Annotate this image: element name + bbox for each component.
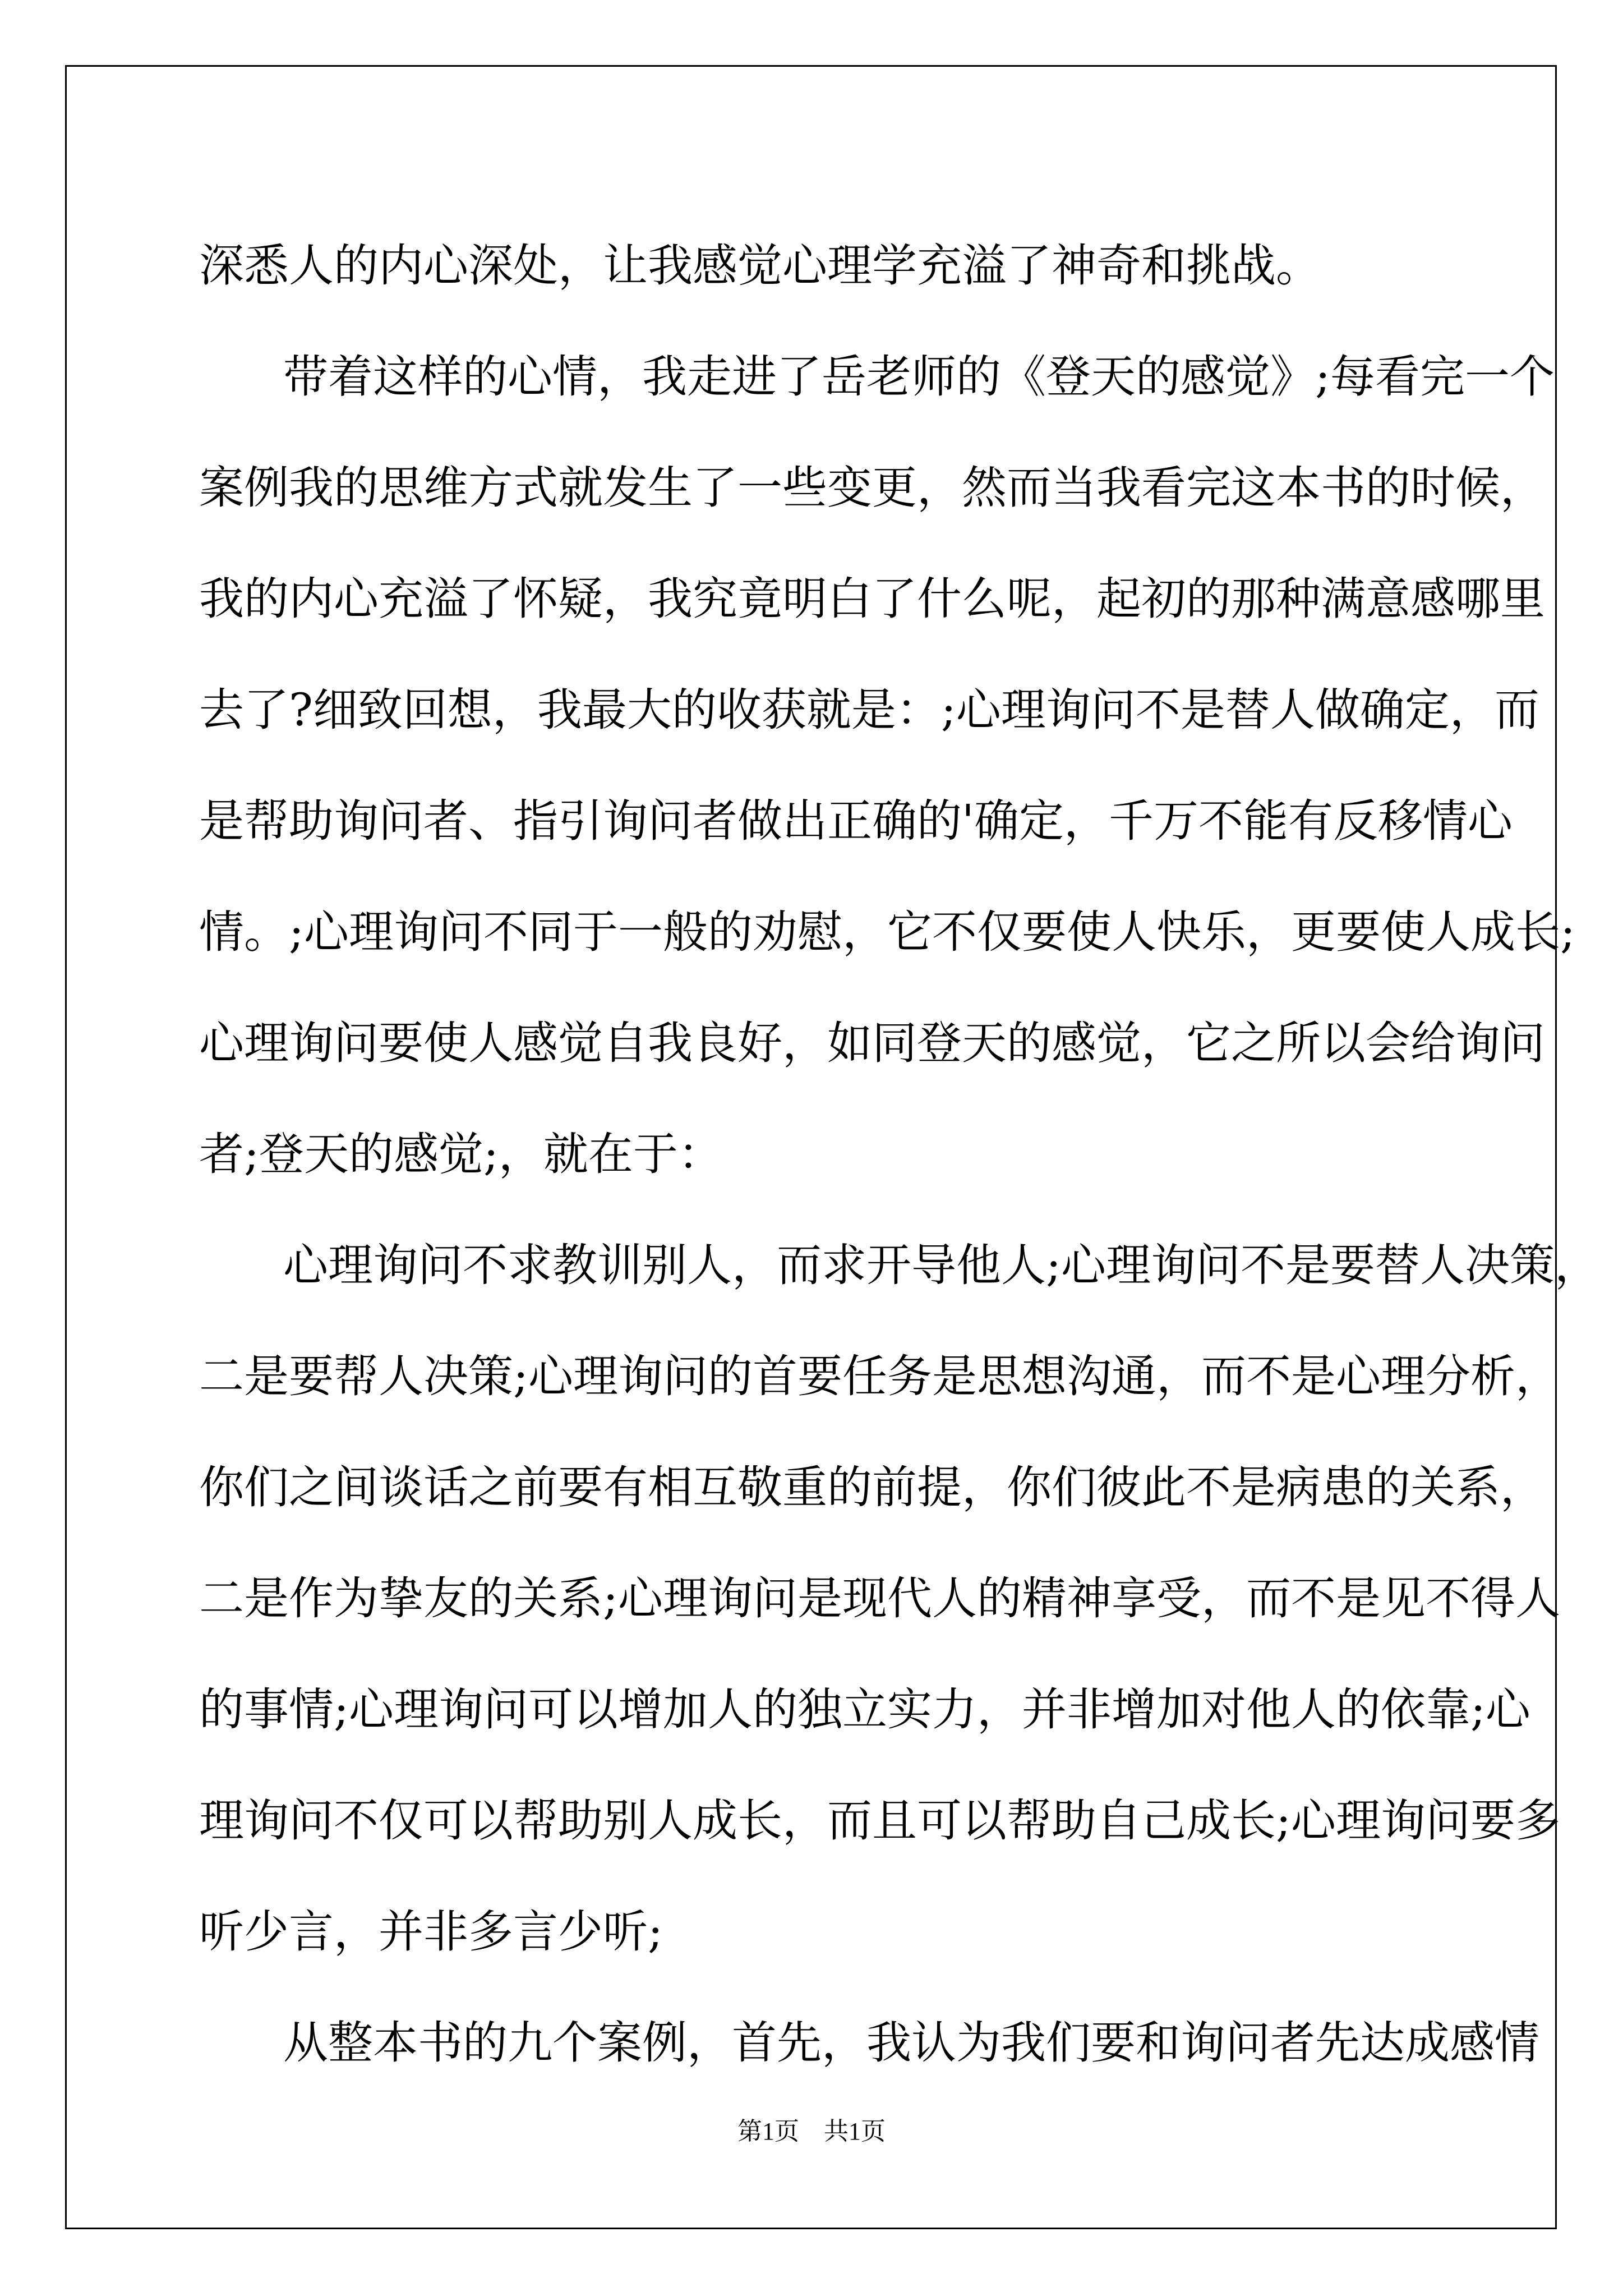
text-line: 情。;心理询问不同于一般的劝慰，它不仅要使人快乐，更要使人成长; <box>199 906 1575 958</box>
text-line: 二是要帮人决策;心理询问的首要任务是思想沟通，而不是心理分析， <box>199 1350 1560 1402</box>
text-line: 我的内心充溢了怀疑，我究竟明白了什么呢，起初的那种满意感哪里 <box>199 573 1545 625</box>
text-line: 是帮助询问者、指引询问者做出正确的'确定，千万不能有反移情心 <box>199 795 1513 847</box>
text-line: 理询问不仅可以帮助别人成长，而且可以帮助自己成长;心理询问要多 <box>199 1795 1560 1847</box>
text-line: 听少言，并非多言少听; <box>199 1906 663 1958</box>
text-line: 深悉人的内心深处，让我感觉心理学充溢了神奇和挑战。 <box>199 240 1321 292</box>
text-line: 者;登天的感觉;，就在于： <box>199 1128 723 1180</box>
text-line: 案例我的思维方式就发生了一些变更，然而当我看完这本书的时候， <box>199 462 1545 514</box>
paragraph-start-line: 心理询问不求教训别人，而求开导他人;心理询问不是要替人决策， <box>283 1239 1599 1291</box>
document-body <box>199 210 1599 2099</box>
text-line: 你们之间谈话之前要有相互敬重的前提，你们彼此不是病患的关系， <box>199 1461 1545 1513</box>
text-line: 的事情;心理询问可以增加人的独立实力，并非增加对他人的依靠;心 <box>199 1683 1530 1736</box>
text-line: 心理询问要使人感觉自我良好，如同登天的感觉，它之所以会给询问 <box>199 1017 1545 1069</box>
text-line: 去了?细致回想，我最大的收获就是：;心理询问不是替人做确定，而 <box>199 684 1539 736</box>
paragraph-start-line: 从整本书的九个案例，首先，我认为我们要和询问者先达成感情 <box>283 2017 1539 2069</box>
paragraph-start-line: 带着这样的心情，我走进了岳老师的《登天的感觉》;每看完一个 <box>283 351 1555 403</box>
page-footer <box>0 2115 1623 2148</box>
text-line: 二是作为挚友的关系;心理询问是现代人的精神享受，而不是见不得人 <box>199 1572 1560 1625</box>
page-number: 第1页 共1页 <box>737 2118 886 2145</box>
